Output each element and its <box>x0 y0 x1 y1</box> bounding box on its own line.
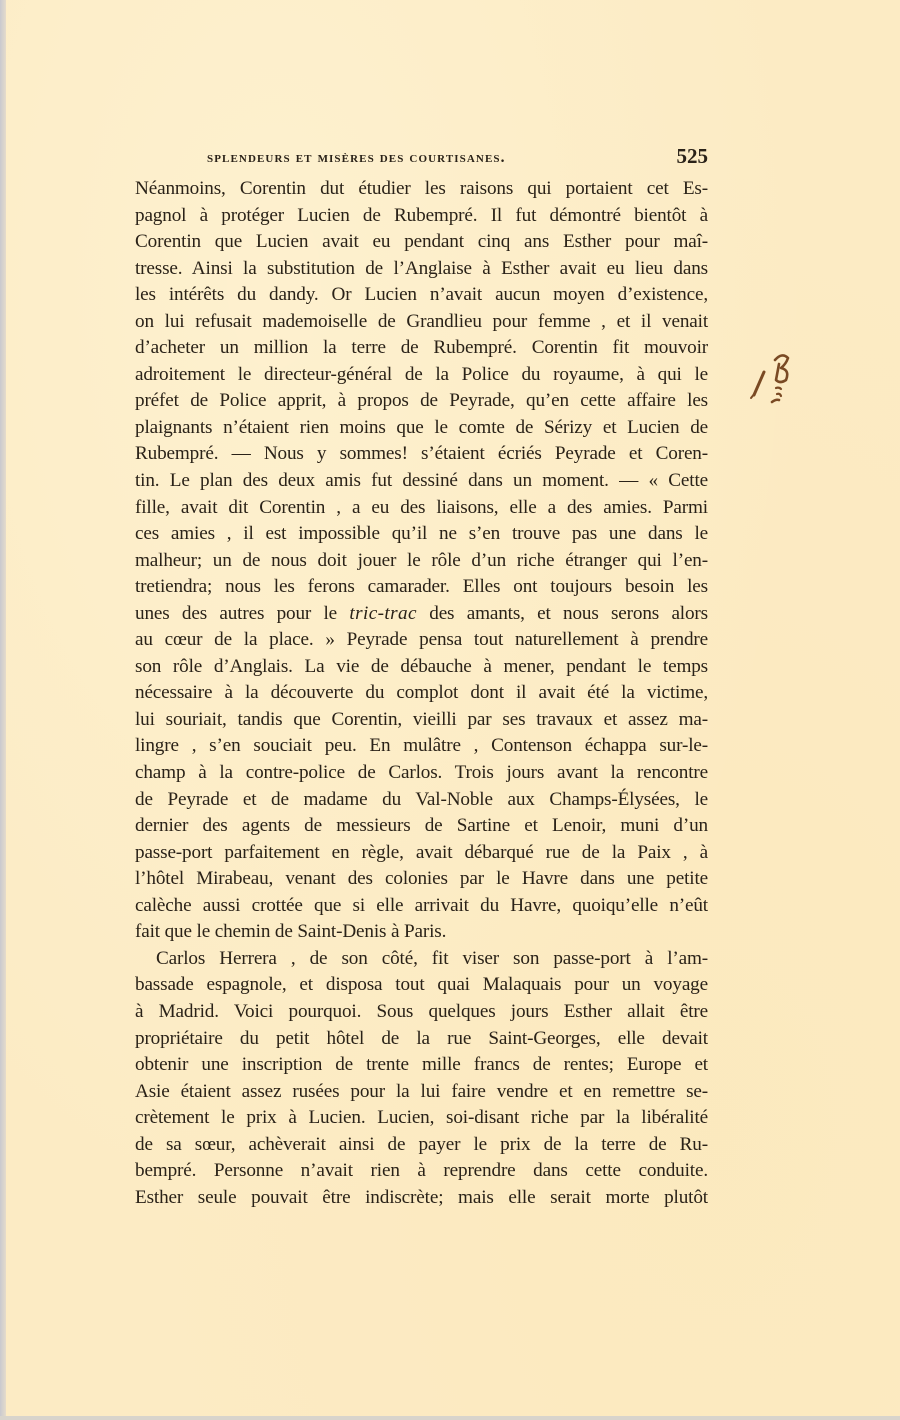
text-line: Rubempré. — Nous y sommes! s’étaient écriés Peyrade et Coren- <box>135 443 708 465</box>
margin-annotation <box>748 340 808 420</box>
italic-term: tric-trac <box>349 602 417 624</box>
text-line: nécessaire à la découverte du complot dont il avait été la victime, <box>135 682 708 704</box>
text-line: à Madrid. Voici pourquoi. Sous quelques jours Esther allait être <box>135 1000 708 1022</box>
text-line: dernier des agents de messieurs de Sartine et Lenoir, muni d’un <box>135 815 708 837</box>
text-line: Néanmoins, Corentin dut étudier les raisons qui portaient cet Es- <box>135 178 708 199</box>
text-line: pagnol à protéger Lucien de Rubempré. Il fut démontré bientôt à <box>135 204 708 226</box>
running-title: splendeurs et misères des courtisanes. <box>207 149 506 166</box>
text-line: l’hôtel Mirabeau, venant des colonies par le Havre dans une petite <box>135 868 708 890</box>
text-line: d’acheter un million la terre de Rubempré. Corentin fit mouvoir <box>135 337 708 359</box>
text-line: champ à la contre-police de Carlos. Trois jours avant la rencontre <box>135 762 708 784</box>
text-line: les intérêts du dandy. Or Lucien n’avait aucun moyen d’existence, <box>135 284 708 306</box>
text-line <box>135 574 708 601</box>
text-line: obtenir une inscription de trente mille francs de rentes; Europe et <box>135 1054 708 1076</box>
text-line: bempré. Personne n’avait rien à reprendre dans cette conduite. <box>135 1160 708 1182</box>
text-line: adroitement le directeur-général de la Police du royaume, à qui le <box>135 363 708 385</box>
text-line: tresse. Ainsi la substitution de l’Anglaise à Esther avait eu lieu dans <box>135 257 708 279</box>
text-line: calèche aussi crottée que si elle arrivait du Havre, quoiqu’elle n’eût <box>135 894 708 916</box>
text-line: crètement le prix à Lucien. Lucien, soi-disant riche par la libéralité <box>135 1107 708 1129</box>
text-segment: des amants, et nous serons alors <box>416 602 708 624</box>
page-number: 525 <box>676 144 708 168</box>
text-line: plaignants n’étaient rien moins que le comte de Sérizy et Lucien de <box>135 416 708 438</box>
text-line: fille, avait dit Corentin , a eu des liaisons, elle a des amies. Parmi <box>135 496 708 518</box>
paragraph-start-line: Carlos Herrera , de son côté, fit viser son passe-port à l’am- <box>156 947 708 969</box>
text-line: ces amies , il est impossible qu’il ne s’en trouve pas une dans le <box>135 523 708 545</box>
paragraph-end-line: fait que le chemin de Saint-Denis à Paris. <box>135 921 447 943</box>
text-line: bassade espagnole, et disposa tout quai Malaquais pour un voyage <box>135 974 708 996</box>
text-line <box>135 601 708 628</box>
text-line: lingre , s’en souciait peu. En mulâtre , Contenson échappa sur-le- <box>135 735 708 757</box>
text-line: de Peyrade et de madame du Val-Noble aux Champs-Élysées, le <box>135 788 708 810</box>
running-header <box>135 144 708 170</box>
text-segment: tretiendra; nous les ferons camarader. Elles ont toujours besoin les <box>135 576 708 598</box>
text-line: on lui refusait mademoiselle de Grandlieu pour femme , et il venait <box>135 310 708 332</box>
text-line: au cœur de la place. » Peyrade pensa tout naturellement à prendre <box>135 629 708 651</box>
text-line: son rôle d’Anglais. La vie de débauche à mener, pendant le temps <box>135 655 708 677</box>
body-text <box>135 176 708 1211</box>
text-line: propriétaire du petit hôtel de la rue Saint-Georges, elle devait <box>135 1027 708 1049</box>
text-line: lui souriait, tandis que Corentin, vieilli par ses travaux et assez ma- <box>135 708 708 730</box>
text-line: de sa sœur, achèverait ainsi de payer le prix de la terre de Ru- <box>135 1133 708 1155</box>
text-line: Corentin que Lucien avait eu pendant cinq ans Esther pour maî- <box>135 231 708 253</box>
text-line: passe-port parfaitement en règle, avait débarqué rue de la Paix , à <box>135 841 708 863</box>
handwritten-mark-icon <box>748 340 808 420</box>
text-line: malheur; un de nous doit jouer le rôle d’un riche étranger qui l’en- <box>135 549 708 571</box>
text-line: préfet de Police apprit, à propos de Peyrade, qu’en cette affaire les <box>135 390 708 412</box>
text-line: tin. Le plan des deux amis fut dessiné dans un moment. — « Cette <box>135 470 708 492</box>
text-segment: unes des autres pour le <box>135 602 350 624</box>
scan-bottom-edge <box>0 1416 900 1420</box>
text-line: Asie étaient assez rusées pour la lui faire vendre et en remettre se- <box>135 1080 708 1102</box>
text-line: Esther seule pouvait être indiscrète; mais elle serait morte plutôt <box>135 1186 708 1208</box>
